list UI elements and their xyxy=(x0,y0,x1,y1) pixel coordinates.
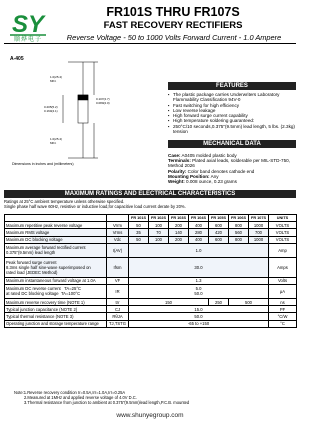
feature-item: ▪ The plastic package carries Underwriters Laboratory Flammability Classification 94V-0 xyxy=(168,92,296,103)
value-cell: 600 xyxy=(209,236,229,243)
table-row xyxy=(5,313,297,320)
weight-value: 0.008 ounce, 0.23 grams xyxy=(184,179,237,185)
part-header: FR 107S xyxy=(249,215,269,222)
page-title: FR101S THRU FR107S xyxy=(106,5,240,19)
unit-cell: PF xyxy=(269,306,297,313)
symbol-cell: Vrrm xyxy=(107,222,129,229)
logo-text: SY xyxy=(11,11,45,38)
part-header: FR 101S xyxy=(129,215,149,222)
case-label: Case: xyxy=(168,153,181,158)
table-row xyxy=(5,222,297,229)
weight-label: Weight: xyxy=(168,179,185,185)
value-cell: 200 xyxy=(169,222,189,229)
param-cell: Typical junction capacitance (NOTE 2) xyxy=(5,306,107,313)
table-row xyxy=(5,298,297,305)
value-cell: 800 xyxy=(229,222,249,229)
svg-text:0.205(5.2): 0.205(5.2) xyxy=(44,105,58,109)
symbol-cell: RθJA xyxy=(107,313,129,320)
feature-item: ▪ High temperature soldering guaranteed: xyxy=(168,118,296,123)
value-cell: 1.3 xyxy=(129,277,269,284)
unit-cell: VOLTS xyxy=(269,222,297,229)
svg-text:0.107(2.7): 0.107(2.7) xyxy=(96,97,110,101)
symbol-cell: Ifsm xyxy=(107,257,129,277)
table-row xyxy=(5,320,297,327)
value-cell: 30.0 xyxy=(129,257,269,277)
table-row xyxy=(5,257,297,277)
param-cell: Maximum instantaneous forward voltage at 1.0A xyxy=(5,277,107,284)
value-cell: 280 xyxy=(189,229,209,236)
symbol-cell: VF xyxy=(107,277,129,284)
units-header: UNITS xyxy=(269,215,297,222)
value-cell: 1.0 xyxy=(129,243,269,257)
svg-text:MIN.: MIN. xyxy=(50,141,57,145)
svg-text:1.0(25.4): 1.0(25.4) xyxy=(50,137,63,141)
value-cell: 250 xyxy=(209,298,229,305)
value-cell: 15.0 xyxy=(129,306,269,313)
terminals-label: Terminals: xyxy=(168,158,191,164)
polarity-value: Color band denotes cathode end xyxy=(186,168,255,174)
value-cell: 560 xyxy=(229,229,249,236)
unit-cell: ns xyxy=(269,298,297,305)
value-cell: -65 to +150 xyxy=(129,320,269,327)
footnotes xyxy=(14,390,189,405)
unit-cell: μA xyxy=(269,284,297,298)
symbol-cell: TJ,TSTG xyxy=(107,320,129,327)
svg-text:0.080(2.0): 0.080(2.0) xyxy=(96,101,110,105)
unit-cell: Volts xyxy=(269,277,297,284)
symbol-cell: trr xyxy=(107,298,129,305)
value-cell: 140 xyxy=(169,229,189,236)
ratings-heading: MAXIMUM RATINGS AND ELECTRICAL CHARACTERISTICS xyxy=(4,190,296,198)
table-header-row xyxy=(5,215,297,222)
table-row xyxy=(5,284,297,298)
symbol-cell: IR xyxy=(107,284,129,298)
table-row xyxy=(5,277,297,284)
value-cell: 420 xyxy=(209,229,229,236)
value-cell: 400 xyxy=(189,222,209,229)
part-header: FR 104S xyxy=(189,215,209,222)
param-cell: Maximum repetitive peak reverse voltage xyxy=(5,222,107,229)
value-cell: 800 xyxy=(229,236,249,243)
features-heading: FEATURES xyxy=(168,82,296,90)
param-cell: Typical thermal resistance (NOTE 3) xyxy=(5,313,107,320)
part-header: FR 105S xyxy=(209,215,229,222)
polarity-label: Polarity: xyxy=(168,168,187,174)
part-header: FR 106S xyxy=(229,215,249,222)
value-cell: 1000 xyxy=(249,236,269,243)
footnote-2: 2.Measured at 1MHz and applied reverse voltage of 4.0V D.C. xyxy=(24,395,137,401)
package-outline-drawing xyxy=(8,60,158,160)
svg-text:0.160(4.1): 0.160(4.1) xyxy=(44,109,58,113)
value-cell: 35 xyxy=(129,229,149,236)
header-rule xyxy=(4,43,296,44)
symbol-cell: Vdc xyxy=(107,236,129,243)
value-cell: 600 xyxy=(209,222,229,229)
param-cell: Maximum average forward rectified current 0.375"(9.5mm) lead length xyxy=(5,243,107,257)
page-subtitle: FAST RECOVERY RECTIFIERS xyxy=(103,20,243,31)
param-cell: Maximum reverse recovery time (NOTE 1) xyxy=(5,298,107,305)
value-cell: 50 xyxy=(129,236,149,243)
param-cell: Maximum RMS voltage xyxy=(5,229,107,236)
voltage-current-line: Reverse Voltage - 50 to 1000 Volts Forward Current - 1.0 Ampere xyxy=(66,33,282,42)
table-row xyxy=(5,243,297,257)
symbol-cell: Vrms xyxy=(107,229,129,236)
mounting-label: Mounting Position: xyxy=(168,173,210,179)
symbol-cell: I(AV) xyxy=(107,243,129,257)
table-row xyxy=(5,229,297,236)
value-cell: 1000 xyxy=(249,222,269,229)
footnote-1: Note:1.Reverse recovery condition Ir=0.5A,Irr=1.0A,Irr=0.25A xyxy=(14,390,126,395)
case-value: A0405 molded plastic body xyxy=(180,153,237,158)
unit-cell: Amp xyxy=(269,243,297,257)
value-cell: 5.0 50.0 xyxy=(129,284,269,298)
part-header: FR 102S xyxy=(149,215,169,222)
param-cell: Peak forward surge current 8.3ms single half sine-wave superimposed on rated load (JEDEC Method) xyxy=(5,257,107,277)
features-list xyxy=(168,92,296,134)
ratings-note-1: Ratings at 25°C ambient temperature unless otherwise specified. xyxy=(4,199,125,204)
unit-cell: °C/W xyxy=(269,313,297,320)
value-cell: 500 xyxy=(229,298,269,305)
value-cell: 50.0 xyxy=(129,313,269,320)
value-cell: 50 xyxy=(129,222,149,229)
table-row xyxy=(5,306,297,313)
param-cell: Operating junction and storage temperature range xyxy=(5,320,107,327)
value-cell: 100 xyxy=(149,236,169,243)
terminals-value: Plated axial leads, solderable per MIL-STD-750, Method 2026 xyxy=(168,158,290,169)
feature-item: ▪ 250°C/10 seconds,0.375"(9.5mm) lead length, 5 lbs. (2.3kg) tension xyxy=(168,124,296,135)
unit-cell: Amps xyxy=(269,257,297,277)
package-caption: Dimensions in inches and (millimeters) xyxy=(12,162,74,166)
mechanical-data xyxy=(168,153,296,184)
value-cell: 200 xyxy=(169,236,189,243)
mechanical-heading: MECHANICAL DATA xyxy=(168,140,296,148)
footnote-3: 3.Thermal resistance from junction to ambient at 0.375"(9.5mm)lead length,P.C.B. mounted xyxy=(24,400,190,406)
table-row xyxy=(5,236,297,243)
feature-item: ▪ Fast switching for high efficiency xyxy=(168,103,296,108)
svg-text:1.0(25.4): 1.0(25.4) xyxy=(50,75,63,79)
unit-cell: VOLTS xyxy=(269,229,297,236)
package-label: A-405 xyxy=(10,56,24,62)
logo-chinese-text: 顺烨电子 xyxy=(13,37,42,43)
param-cell: Maximum DC blocking voltage xyxy=(5,236,107,243)
website-url[interactable]: www.shunyegroup.com xyxy=(116,412,184,419)
part-header: FR 103S xyxy=(169,215,189,222)
symbol-cell: CJ xyxy=(107,306,129,313)
svg-text:MIN.: MIN. xyxy=(50,79,57,83)
ratings-conditions xyxy=(4,199,296,209)
value-cell: 70 xyxy=(149,229,169,236)
unit-cell: °C xyxy=(269,320,297,327)
ratings-note-2: Single phase half wave 60Hz, resistive or inductive load,for capacitive load current derate by 20%. xyxy=(4,204,186,209)
ratings-table xyxy=(4,214,297,328)
value-cell: 150 xyxy=(129,298,209,305)
mounting-value: Any xyxy=(209,173,219,179)
feature-item: ▪ High forward surge current capability xyxy=(168,113,296,118)
value-cell: 100 xyxy=(149,222,169,229)
unit-cell: VOLTS xyxy=(269,236,297,243)
param-cell: Maximum DC reverse current TA=25°C at rated DC blocking voltage TA=100°C xyxy=(5,284,107,298)
value-cell: 400 xyxy=(189,236,209,243)
feature-item: ▪ Low reverse leakage xyxy=(168,108,296,113)
value-cell: 700 xyxy=(249,229,269,236)
